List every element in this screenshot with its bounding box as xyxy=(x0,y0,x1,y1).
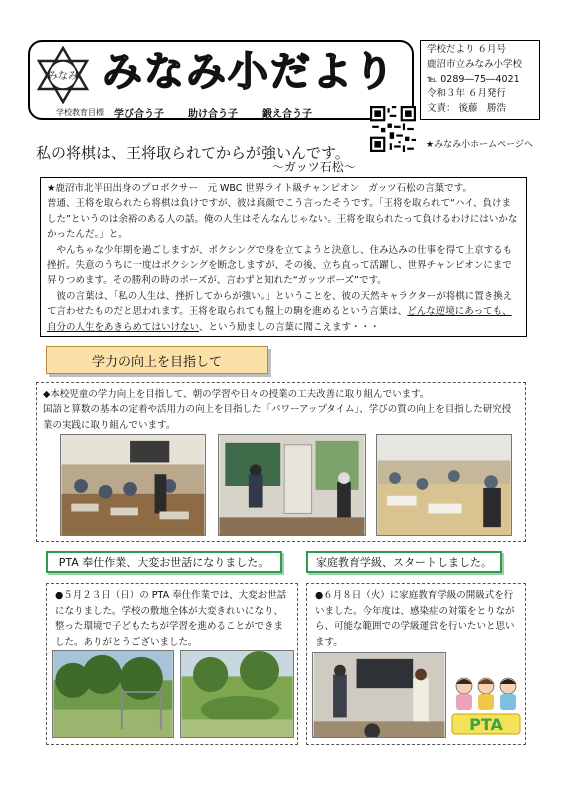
author-line: 文責： 後藤 勝浩 xyxy=(427,103,507,115)
phone-number: ℡ 0289―75―4021 xyxy=(427,73,520,85)
article-paragraph-2: 普通、王将を取られたら将棋は負けですが、彼は真顔でこう言ったそうです。「王将を取られて“ハイ、負けました”というのは余裕のある人の話。俺の人生はそんなんじゃない。王将を取られたって負けるわけにはいかなかったんだ。」と。 xyxy=(47,198,518,241)
emblem-text: みなみ xyxy=(48,71,78,82)
motto-label: 学校教育目標 xyxy=(56,107,104,117)
classroom-photo-1 xyxy=(60,434,206,536)
school-name: 鹿沼市立みなみ小学校 xyxy=(427,58,523,70)
academic-text-2: 国語と算数の基本の定着や活用力の向上を目指した「パワーアップタイム」、学びの質の向上を目指した研究授業の実践に取り組んでいます。 xyxy=(43,404,512,431)
pta-family-illustration-icon xyxy=(450,672,522,736)
article-paragraph-3: やんちゃな少年期を過ごしますが、ボクシングで身を立てようと決意し、住み込みの仕事を得て上京するも挫折。失意のうちに一度はボクシングを断念しますが、その後、立ち直って活躍し、世界チャンピオンにまで昇りつめます。その勝利の時のポーズが、言わずと知れた“ガッツポーズ”です。 xyxy=(47,244,513,287)
quote-author: ～ガッツ石松～ xyxy=(272,160,356,174)
family-class-heading: 家庭教育学級、スタートしました。 xyxy=(306,551,502,573)
section-heading-academic: 学力の向上を目指して xyxy=(46,346,268,374)
issue-line: 学校だより ６月号 xyxy=(427,44,507,55)
issue-date: 令和３年 ６月発行 xyxy=(427,88,507,100)
quote-heading: 私の将棋は、王将取られてからが強いんです。 xyxy=(36,144,350,162)
article-p4-a: 彼の言葉は、「私の人生は、挫折してからが強い。」ということを、彼の天然キャラクターが将棋に置き換えて言わせたものだと思われます。王将を取られても盤上の駒を進めるという言葉は、 xyxy=(47,290,513,318)
pta-logo-text: PTA xyxy=(469,715,503,734)
motto-3: 鍛え合う子 xyxy=(262,108,312,120)
classroom-photo-3 xyxy=(376,434,512,536)
newsletter-title: みなみ小だより xyxy=(102,49,396,95)
motto-1: 学び合う子 xyxy=(114,108,164,120)
article-p4-c: 、という励ましの言葉に聞こえます・・・ xyxy=(199,321,380,333)
homepage-link[interactable]: ★みなみ小ホームページへ xyxy=(426,140,533,150)
family-class-text: ●６月８日（火）に家庭教育学級の開級式を行いました。今年度は、感染症の対策をとりながら、可能な範囲での学級運営を行いたいと思います。 xyxy=(315,590,515,648)
school-emblem-icon xyxy=(34,46,92,104)
classroom-photo-2 xyxy=(218,434,366,536)
article-paragraph-1: ★鹿沼市北半田出身のプロボクサー 元 WBC 世界ライト級チャンピオン ガッツ石松の言葉です。 xyxy=(47,183,472,194)
pta-photo-1 xyxy=(52,650,174,738)
pta-text: ●５月２３日（日）の PTA 奉仕作業では、大変お世話になりました。学校の敷地全体が大変きれいになり、整った環境で子どもたちが学習を進めることができました。ありがとうございました。 xyxy=(55,590,287,648)
main-article xyxy=(40,177,527,337)
school-motto-bar xyxy=(56,104,396,120)
pta-photo-2 xyxy=(180,650,294,738)
motto-2: 助け合う子 xyxy=(188,108,238,120)
article-p4-underline: どんな逆境にあっても、自分の人生をあきらめてはいけない xyxy=(47,306,512,333)
qr-code-icon[interactable] xyxy=(370,106,416,152)
family-class-photo xyxy=(312,652,446,738)
issue-info-box xyxy=(420,40,540,120)
pta-heading: PTA 奉仕作業、大変お世話になりました。 xyxy=(46,551,282,573)
article-paragraph-4 xyxy=(47,289,520,335)
academic-text-1: ◆本校児童の学力向上を目指して、朝の学習や日々の授業の工夫改善に取り組んでいます。 xyxy=(43,389,430,400)
